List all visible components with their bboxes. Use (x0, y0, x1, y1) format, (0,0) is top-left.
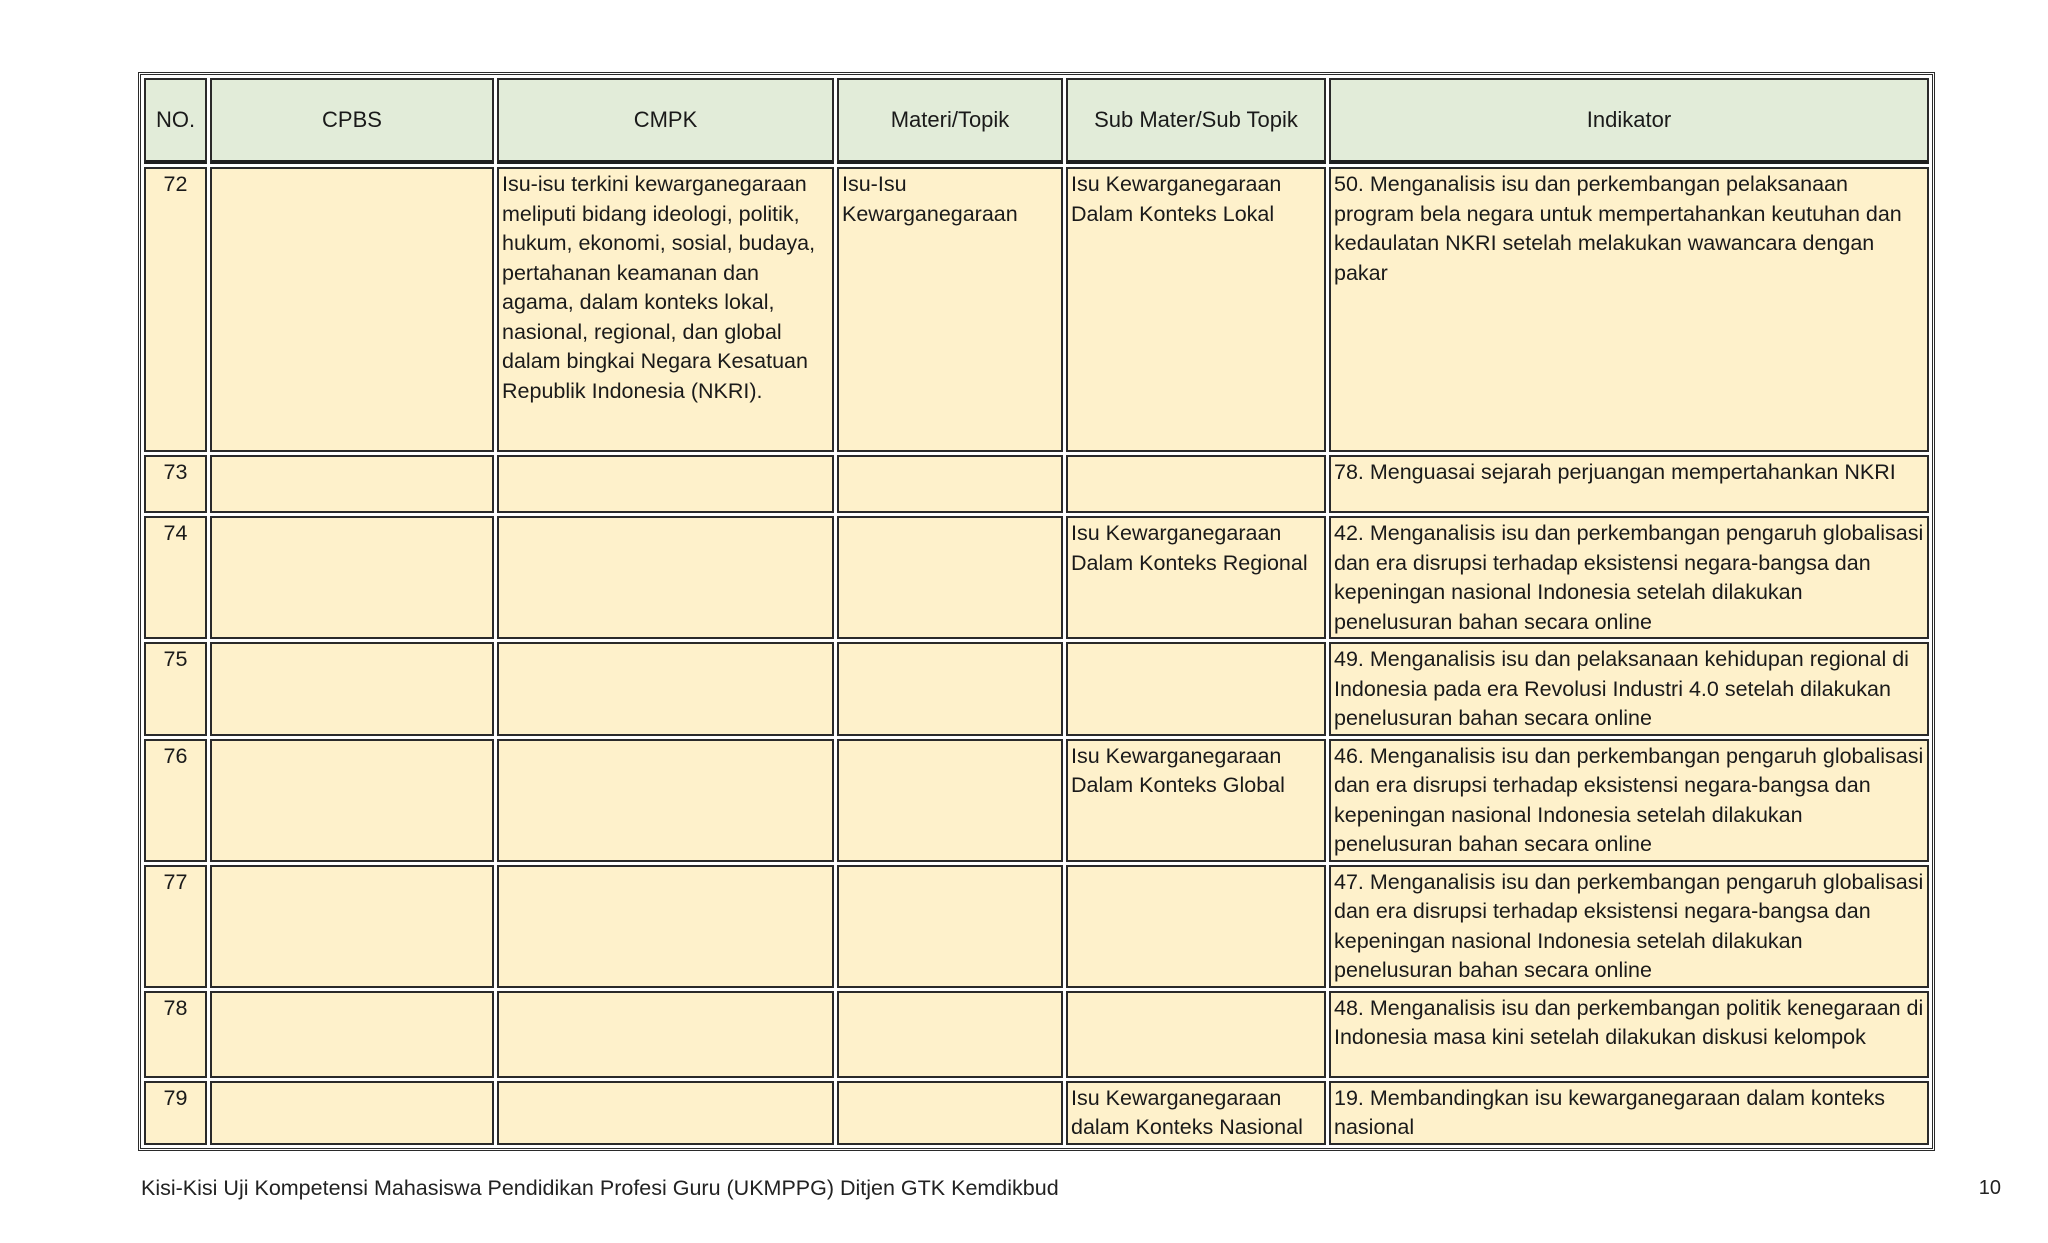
table-row (144, 642, 1929, 736)
cell-sub-materi (1066, 455, 1326, 513)
cell-indikator: 50. Menganalisis isu dan perkembangan pelaksanaan program bela negara untuk mempertahankan keutuhan dan kedaulatan NKRI setelah melakukan wawancara dengan pakar (1329, 167, 1929, 452)
header-no: NO. (144, 78, 207, 164)
cell-sub-materi (1066, 865, 1326, 988)
header-indikator: Indikator (1329, 78, 1929, 164)
cell-materi-topik (837, 516, 1063, 639)
header-cmpk: CMPK (497, 78, 834, 164)
cell-sub-materi (1066, 642, 1326, 736)
table-header-row (144, 78, 1929, 164)
cell-sub-materi: Isu Kewarganegaraan Dalam Konteks Global (1066, 739, 1326, 862)
table-body (144, 167, 1929, 1145)
cell-cmpk (497, 642, 834, 736)
cell-cmpk (497, 865, 834, 988)
cell-cpbs (210, 516, 494, 639)
cell-cpbs (210, 642, 494, 736)
table-row (144, 991, 1929, 1078)
kisi-kisi-table (138, 72, 1935, 1151)
table-row (144, 1081, 1929, 1145)
cell-indikator: 48. Menganalisis isu dan perkembangan politik kenegaraan di Indonesia masa kini setelah dilakukan diskusi kelompok (1329, 991, 1929, 1078)
cell-materi-topik (837, 739, 1063, 862)
cell-cmpk (497, 991, 834, 1078)
cell-cmpk (497, 455, 834, 513)
cell-sub-materi: Isu Kewarganegaraan dalam Konteks Nasional (1066, 1081, 1326, 1145)
cell-cmpk: Isu-isu terkini kewarganegaraan meliputi bidang ideologi, politik, hukum, ekonomi, sosial, budaya, pertahanan keamanan dan agama, dalam konteks lokal, nasional, regional, dan global dalam bingkai Negara Kesatuan Republik Indonesia (NKRI). (497, 167, 834, 452)
footer-text: Kisi-Kisi Uji Kompetensi Mahasiswa Pendidikan Profesi Guru (UKMPPG) Ditjen GTK Kemdikbud (141, 1176, 1059, 1200)
table-row (144, 739, 1929, 862)
cell-cmpk (497, 739, 834, 862)
cell-cpbs (210, 991, 494, 1078)
cell-indikator: 78. Menguasai sejarah perjuangan mempertahankan NKRI (1329, 455, 1929, 513)
cell-no: 78 (144, 991, 207, 1078)
cell-no: 73 (144, 455, 207, 513)
cell-indikator: 49. Menganalisis isu dan pelaksanaan kehidupan regional di Indonesia pada era Revolusi Industri 4.0 setelah dilakukan penelusuran bahan secara online (1329, 642, 1929, 736)
table-row (144, 455, 1929, 513)
cell-cpbs (210, 455, 494, 513)
cell-materi-topik: Isu-Isu Kewarganegaraan (837, 167, 1063, 452)
cell-cpbs (210, 167, 494, 452)
header-sub-materi: Sub Mater/Sub Topik (1066, 78, 1326, 164)
cell-indikator: 47. Menganalisis isu dan perkembangan pengaruh globalisasi dan era disrupsi terhadap eksistensi negara-bangsa dan kepeningan nasional Indonesia setelah dilakukan penelusuran bahan secara online (1329, 865, 1929, 988)
cell-cpbs (210, 739, 494, 862)
cell-indikator: 19. Membandingkan isu kewarganegaraan dalam konteks nasional (1329, 1081, 1929, 1145)
cell-indikator: 42. Menganalisis isu dan perkembangan pengaruh globalisasi dan era disrupsi terhadap eksistensi negara-bangsa dan kepeningan nasional Indonesia setelah dilakukan penelusuran bahan secara online (1329, 516, 1929, 639)
cell-no: 75 (144, 642, 207, 736)
table-row (144, 516, 1929, 639)
cell-no: 77 (144, 865, 207, 988)
cell-cmpk (497, 1081, 834, 1145)
cell-sub-materi (1066, 991, 1326, 1078)
cell-materi-topik (837, 865, 1063, 988)
cell-materi-topik (837, 642, 1063, 736)
header-cpbs: CPBS (210, 78, 494, 164)
cell-no: 79 (144, 1081, 207, 1145)
cell-no: 76 (144, 739, 207, 862)
cell-no: 74 (144, 516, 207, 639)
cell-sub-materi: Isu Kewarganegaraan Dalam Konteks Lokal (1066, 167, 1326, 452)
cell-cpbs (210, 865, 494, 988)
table-row (144, 865, 1929, 988)
cell-cmpk (497, 516, 834, 639)
table-row (144, 167, 1929, 452)
cell-materi-topik (837, 1081, 1063, 1145)
page-number: 10 (1978, 1177, 2001, 1199)
cell-no: 72 (144, 167, 207, 452)
cell-sub-materi: Isu Kewarganegaraan Dalam Konteks Regional (1066, 516, 1326, 639)
cell-materi-topik (837, 991, 1063, 1078)
cell-cpbs (210, 1081, 494, 1145)
header-materi-topik: Materi/Topik (837, 78, 1063, 164)
cell-materi-topik (837, 455, 1063, 513)
cell-indikator: 46. Menganalisis isu dan perkembangan pengaruh globalisasi dan era disrupsi terhadap eksistensi negara-bangsa dan kepeningan nasional Indonesia setelah dilakukan penelusuran bahan secara online (1329, 739, 1929, 862)
